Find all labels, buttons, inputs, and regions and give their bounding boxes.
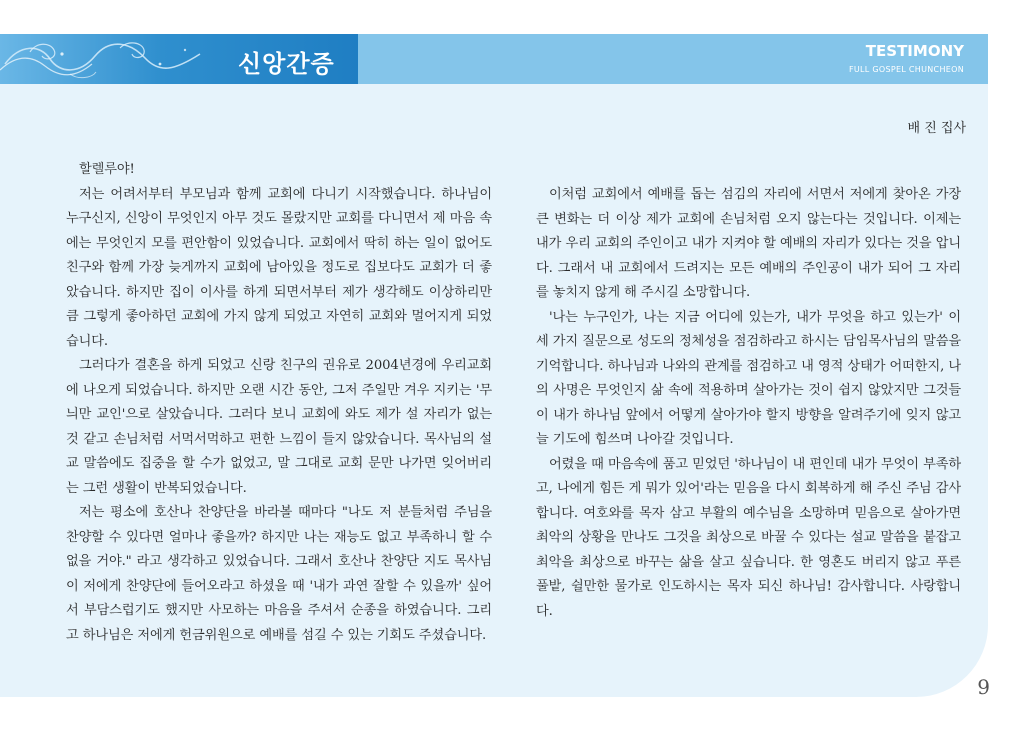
- church-name: FULL GOSPEL CHUNCHEON: [848, 65, 964, 74]
- page-number: 9: [977, 675, 990, 699]
- paragraph: 이처럼 교회에서 예배를 돕는 섬김의 자리에 서면서 저에게 찾아온 가장 큰 변화는 더 이상 제가 교회에 손님처럼 오지 않는다는 것입니다. 이제는 내가 우리 교회의 주인이고 내가 지켜야 할 예배의 자리가 있다는 것을 압니다. 그래서 내 교회에서 드려지는 모든 예배의 주인공이 내가 되어 그 자리를 놓치지 않게 해 주시길 소망합니다.: [536, 187, 961, 300]
- swirl-ornament-icon: [0, 34, 210, 84]
- paragraph: '나는 누구인가, 나는 지금 어디에 있는가, 내가 무엇을 하고 있는가' 이 세 가지 질문으로 성도의 정체성을 점검하라고 하시는 담임목사님의 말씀을 기억합니다. 하나님과 나와의 관계를 점검하고 내 영적 상태가 어떠한지, 나의 사명은 무엇인지 삶 속에 적용하며 살아가는 것이 쉽지 않았지만 그것들이 내가 하나님 앞에서 어떻게 살아가야 할지 방향을 알려주기에 잊지 않고 늘 기도에 힘쓰며 나아갈 것입니다.: [536, 309, 961, 447]
- greeting: 할렐루야!: [79, 162, 135, 177]
- left-column: [66, 158, 492, 648]
- paragraph: 그러다가 결혼을 하게 되었고 신랑 친구의 권유로 2004년경에 우리교회에 나오게 되었습니다. 하지만 오랜 시간 동안, 그저 주일만 겨우 지키는 '무늬만 교인'으로 살았습니다. 그러다 보니 교회에 와도 제가 설 자리가 없는 것 같고 손님처럼 서먹서먹하고 편한 느낌이 들지 않았습니다. 목사님의 설교 말씀에도 집중을 할 수가 없었고, 말 그대로 교회 문만 나가면 잊어버리는 그런 생활이 반복되었습니다.: [66, 358, 492, 496]
- author-name: 배 진 집사: [907, 121, 966, 136]
- paragraph: 저는 평소에 호산나 찬양단을 바라볼 때마다 "나도 저 분들처럼 주님을 찬양할 수 있다면 얼마나 좋을까? 하지만 나는 재능도 없고 부족하니 할 수 없을 거야." 라고 생각하고 있었습니다. 그래서 호산나 찬양단 지도 목사님이 저에게 찬양단에 들어오라고 하셨을 때 '내가 과연 잘할 수 있을까' 싶어서 부담스럽기도 했지만 사모하는 마음을 주셔서 순종을 하였습니다. 그리고 하나님은 저에게 헌금위원으로 예배를 섬길 수 있는 기회도 주셨습니다.: [66, 505, 492, 643]
- page-title: 신앙간증: [238, 50, 335, 78]
- paragraph: 어렸을 때 마음속에 품고 믿었던 '하나님이 내 편인데 내가 무엇이 부족하고, 나에게 힘든 게 뭐가 있어'라는 믿음을 다시 회복하게 해 주신 주님 감사합니다. 여호와를 목자 삼고 부활의 예수님을 소망하며 믿음으로 살아가면 최악의 상황을 만나도 그것을 최상으로 바꿀 수 있다는 설교 말씀을 붙잡고 최악을 최상으로 바꾸는 삶을 살고 싶습니다. 한 영혼도 버리지 않고 푸른 풀밭, 쉴만한 물가로 인도하시는 목자 되신 하나님! 감사합니다. 사랑합니다.: [536, 456, 961, 619]
- section-title-english: TESTIMONY: [865, 42, 964, 60]
- right-column: [536, 183, 961, 624]
- paragraph: 저는 어려서부터 부모님과 함께 교회에 다니기 시작했습니다. 하나님이 누구신지, 신앙이 무엇인지 아무 것도 몰랐지만 교회를 다니면서 제 마음 속에는 무엇인지 모를 편안함이 있었습니다. 교회에서 딱히 하는 일이 없어도 친구와 함께 가장 늦게까지 교회에 남아있을 정도로 집보다도 교회가 더 좋았습니다. 하지만 집이 이사를 하게 되면서부터 제가 생각해도 이상하리만큼 그렇게 좋아하던 교회에 가지 않게 되었고 자연히 교회와 멀어지게 되었습니다.: [66, 186, 492, 349]
